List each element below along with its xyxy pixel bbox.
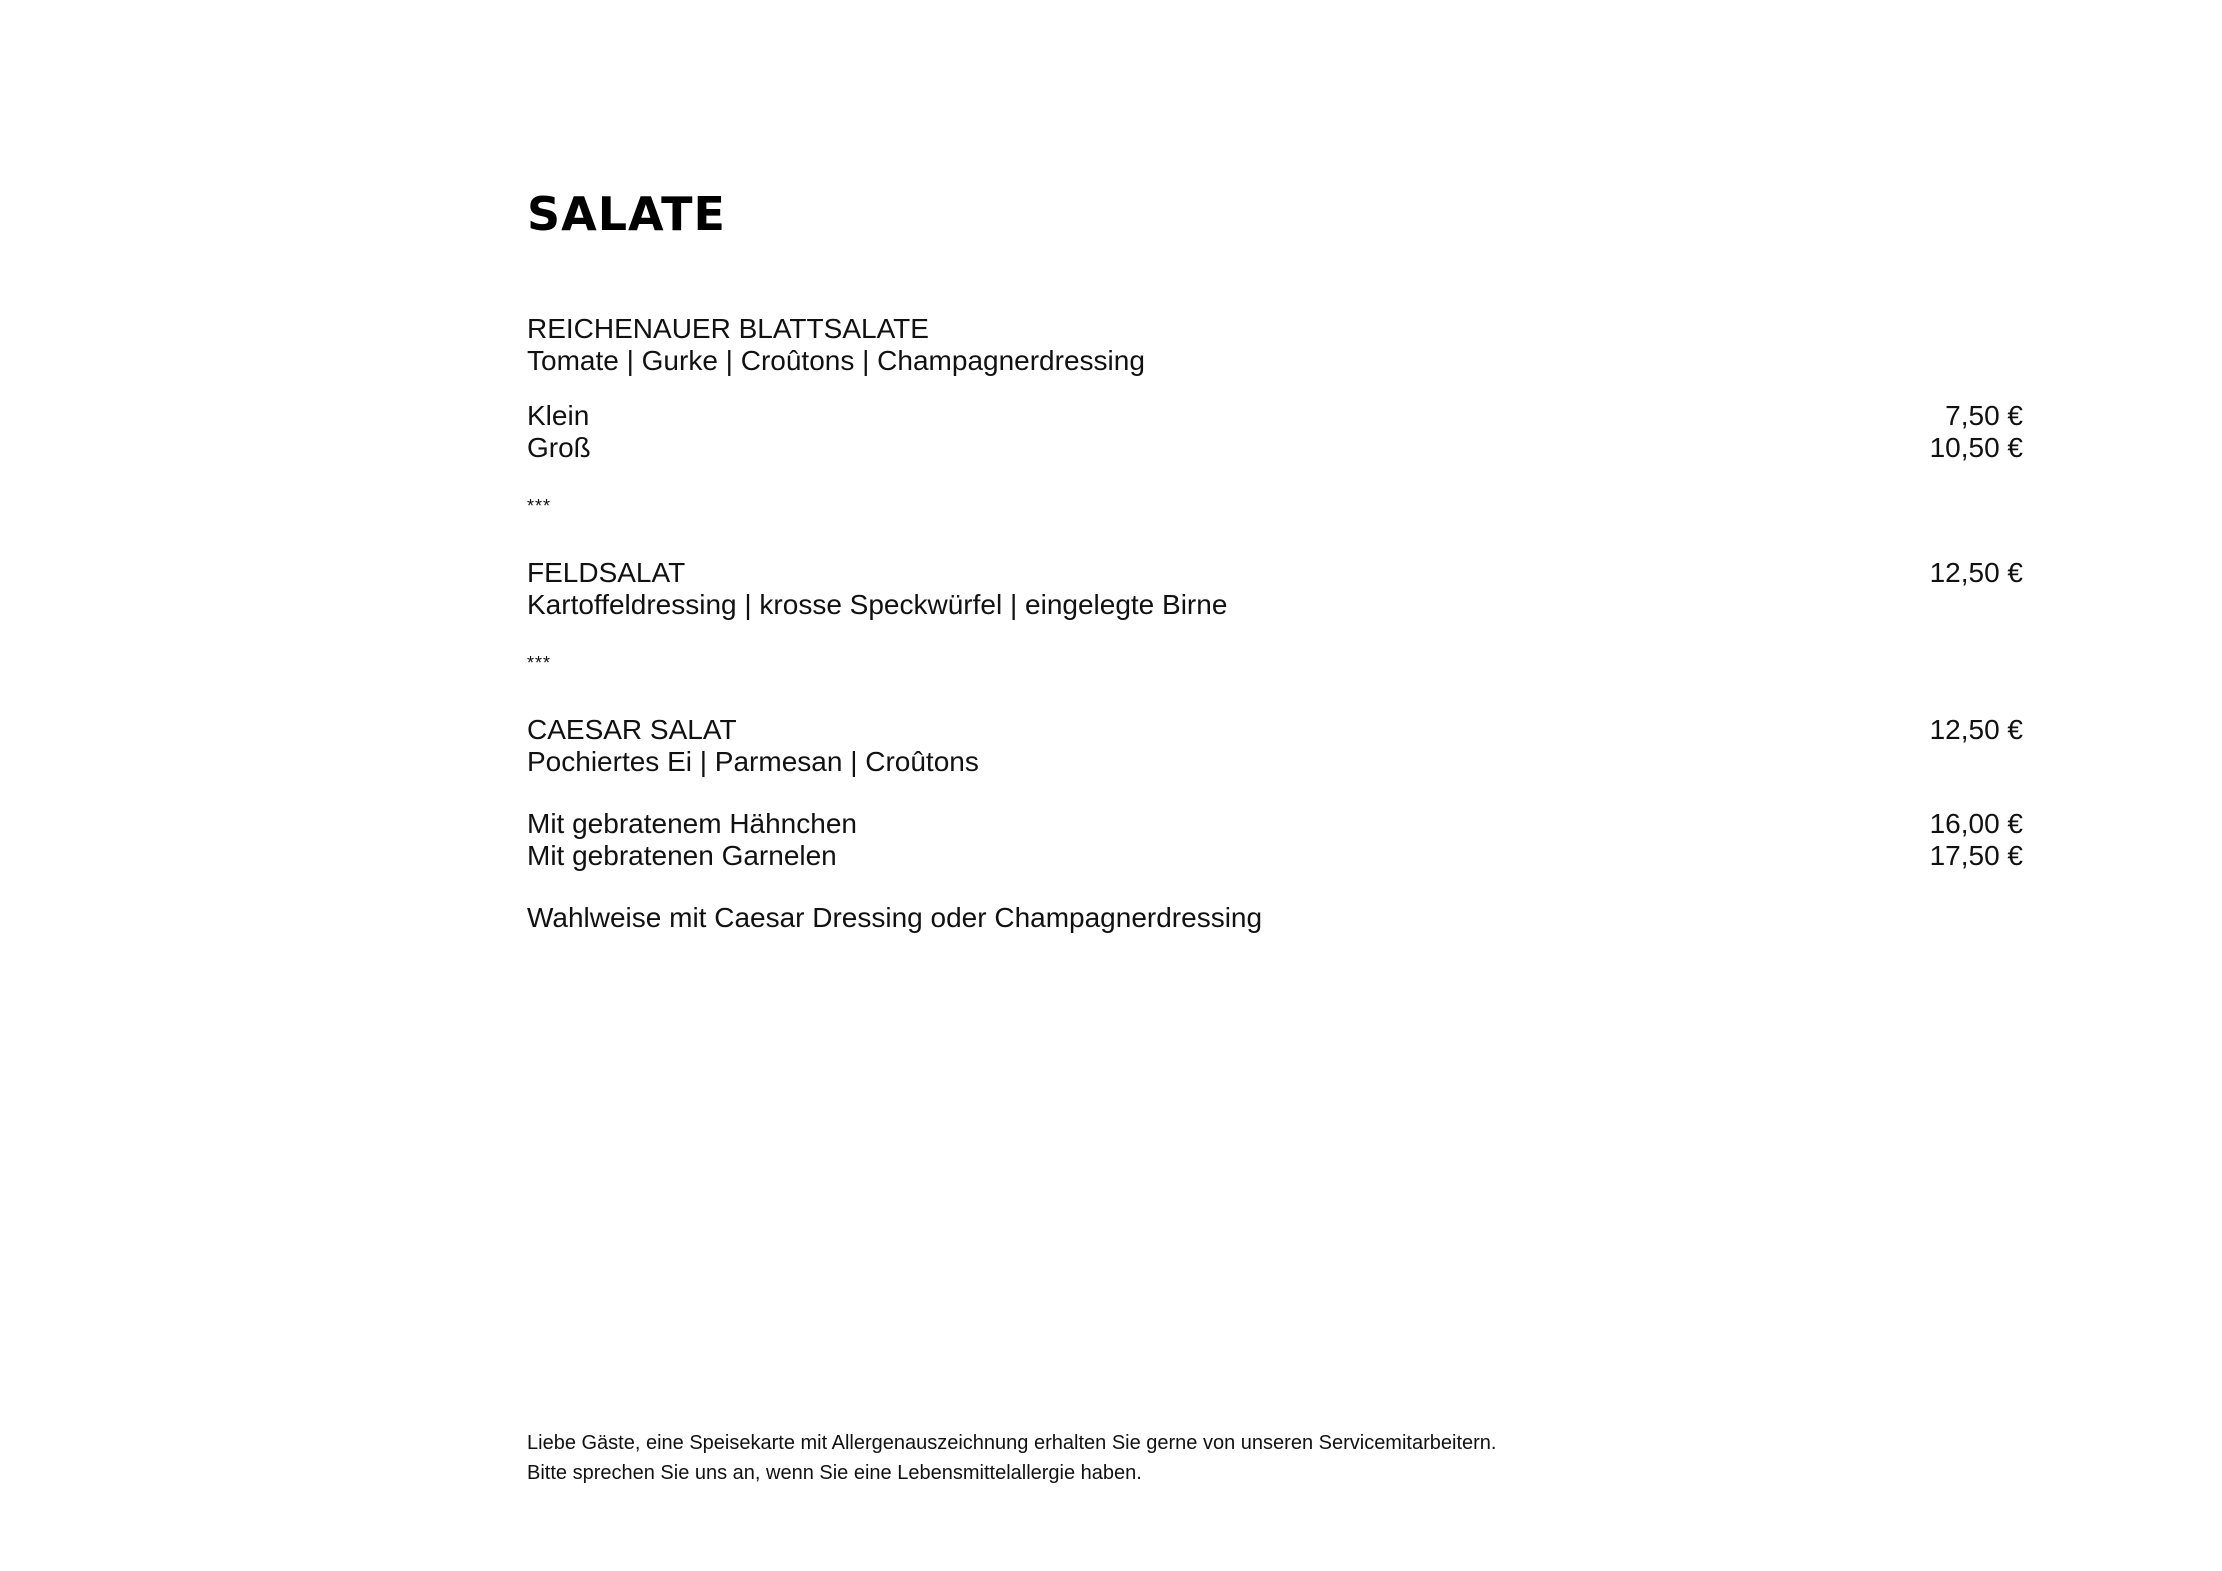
option-price: 17,50 €: [1929, 840, 2023, 871]
separator: ***: [527, 653, 552, 673]
allergen-notice-line-1: Liebe Gäste, eine Speisekarte mit Allergenauszeichnung erhalten Sie gerne von unseren Servicemitarbeitern.: [527, 1432, 1497, 1454]
dish-blattsalate: [527, 311, 2023, 347]
option-label: Groß: [527, 432, 591, 463]
dish-price: 12,50 €: [1929, 714, 2023, 745]
option-label: Klein: [527, 400, 590, 431]
option-price: 16,00 €: [1929, 808, 2023, 839]
dish-name: CAESAR SALAT: [527, 714, 737, 745]
option-label: Mit gebratenen Garnelen: [527, 840, 837, 871]
option-row: [527, 806, 2023, 842]
dish-description: [527, 343, 2023, 379]
dish-description-text: Kartoffeldressing | krosse Speckwürfel | eingelegte Birne: [527, 589, 1228, 620]
dish-description-text: Pochiertes Ei | Parmesan | Croûtons: [527, 746, 979, 777]
dish-name: FELDSALAT: [527, 557, 686, 588]
dish-caesar: [527, 712, 2023, 748]
dressing-note-text: Wahlweise mit Caesar Dressing oder Champagnerdressing: [527, 902, 1263, 933]
separator: ***: [527, 496, 552, 516]
dressing-note: [527, 900, 2023, 936]
option-row: [527, 430, 2023, 466]
dish-description: [527, 744, 2023, 780]
dish-name: REICHENAUER BLATTSALATE: [527, 313, 929, 344]
dish-description-text: Tomate | Gurke | Croûtons | Champagnerdressing: [527, 345, 1145, 376]
dish-price: 12,50 €: [1929, 557, 2023, 588]
option-label: Mit gebratenem Hähnchen: [527, 808, 857, 839]
option-row: [527, 398, 2023, 434]
option-row: [527, 838, 2023, 874]
page-title: SALATE: [527, 187, 726, 241]
dish-description: [527, 587, 2023, 623]
option-price: 7,50 €: [1945, 400, 2023, 431]
dish-feldsalat: [527, 555, 2023, 591]
allergen-notice-line-2: Bitte sprechen Sie uns an, wenn Sie eine Lebensmittelallergie haben.: [527, 1462, 1142, 1484]
option-price: 10,50 €: [1929, 432, 2023, 463]
